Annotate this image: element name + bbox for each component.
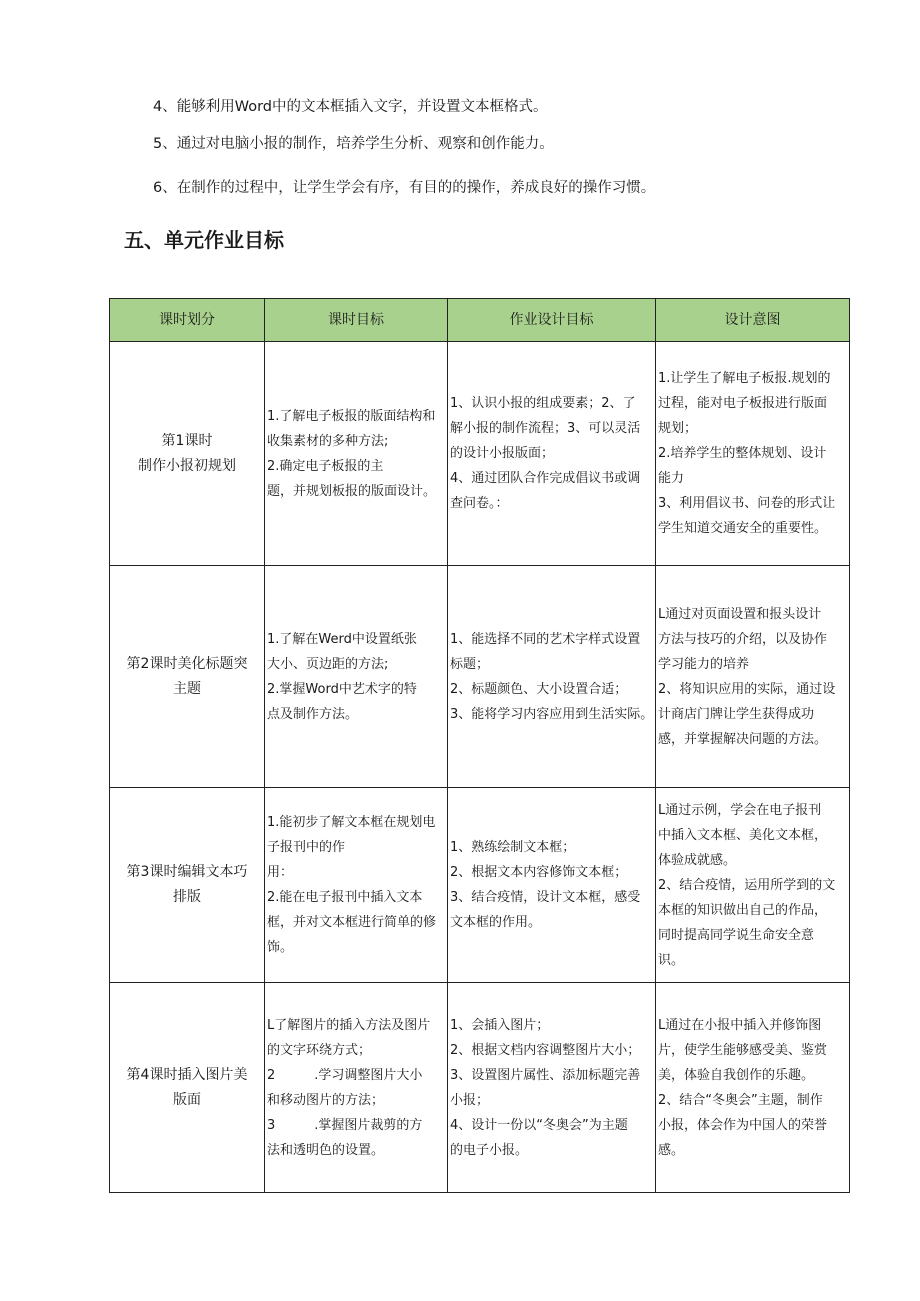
header-task-goals: 作业设计目标 — [448, 299, 656, 342]
table-row — [110, 566, 850, 788]
lesson-goals-cell: 1.了解电子板报的版面结构和 收集素材的多种方法; 2.确定电子板报的主 题，并规划板报的版面设计。 — [265, 342, 448, 566]
period-cell: 第1课时 制作小报初规划 — [110, 342, 265, 566]
unit-homework-goals-table — [109, 298, 850, 1193]
period-cell: 第3课时编辑文本巧 排版 — [110, 788, 265, 983]
header-period: 课时划分 — [110, 299, 265, 342]
task-goals-cell: 1、能选择不同的艺术字样式设置 标题； 2、标题颜色、大小设置合适； 3、能将学习内容应用到生活实际。 — [448, 566, 656, 788]
header-lesson-goals: 课时目标 — [265, 299, 448, 342]
period-cell: 第2课时美化标题突 主题 — [110, 566, 265, 788]
table-row — [110, 983, 850, 1193]
table-header-row — [110, 299, 850, 342]
period-cell: 第4课时插入图片美 版面 — [110, 983, 265, 1193]
header-design-intent: 设计意图 — [656, 299, 850, 342]
objective-item-5: 5、通过对电脑小报的制作，培养学生分析、观察和创作能力。 — [153, 136, 554, 152]
lesson-goals-cell: 1.了解在Werd中设置纸张 大小、页边距的方法; 2.掌握Word中艺术字的特 点及制作方法。 — [265, 566, 448, 788]
objective-item-4: 4、能够利用Word中的文本框插入文字，并设置文本框格式。 — [153, 99, 548, 115]
task-goals-cell: 1、会插入图片； 2、根据文档内容调整图片大小； 3、设置图片属性、添加标题完善 小报； 4、设计一份以“冬奥会”为主题 的电子小报。 — [448, 983, 656, 1193]
table-row — [110, 342, 850, 566]
lesson-goals-cell: L了解图片的插入方法及图片 的文字环绕方式； 2 .学习调整图片大小 和移动图片的方法； 3 .掌握图片裁剪的方 法和透明色的设置。 — [265, 983, 448, 1193]
task-goals-cell: 1、熟练绘制文本框； 2、根据文本内容修饰文本框； 3、结合疫情，设计文本框，感受 文本框的作用。 — [448, 788, 656, 983]
section-heading: 五、单元作业目标 — [124, 228, 284, 252]
table-row — [110, 788, 850, 983]
lesson-goals-cell: 1.能初步了解文本框在规划电 子报刊中的作 用： 2.能在电子报刊中插入文本 框，并对文本框进行简单的修 饰。 — [265, 788, 448, 983]
design-intent-cell: L通过示例，学会在电子报刊 中插入文本框、美化文本框， 体验成就感。 2、结合疫情，运用所学到的文 本框的知识做出自己的作品， 同时提高同学说生命安全意 识。 — [656, 788, 850, 983]
design-intent-cell: 1.让学生了解电子板报.规划的 过程，能对电子板报进行版面 规划； 2.培养学生的整体规划、设计 能力 3、利用倡议书、问卷的形式让 学生知道交通安全的重要性。 — [656, 342, 850, 566]
design-intent-cell: L通过对页面设置和报头设计 方法与技巧的介绍，以及协作 学习能力的培养 2、将知识应用的实际，通过设 计商店门牌让学生获得成功 感，并掌握解决问题的方法。 — [656, 566, 850, 788]
design-intent-cell: L通过在小报中插入并修饰图 片，使学生能够感受美、鉴赏 美，体验自我创作的乐趣。 2、结合“冬奥会”主题，制作 小报，体会作为中国人的荣誉 感。 — [656, 983, 850, 1193]
task-goals-cell: 1、认识小报的组成要素；2、了 解小报的制作流程；3、可以灵活 的设计小报版面； 4、通过团队合作完成倡议书或调 查问卷。： — [448, 342, 656, 566]
objective-item-6: 6、在制作的过程中，让学生学会有序，有目的的操作，养成良好的操作习惯。 — [153, 180, 656, 196]
